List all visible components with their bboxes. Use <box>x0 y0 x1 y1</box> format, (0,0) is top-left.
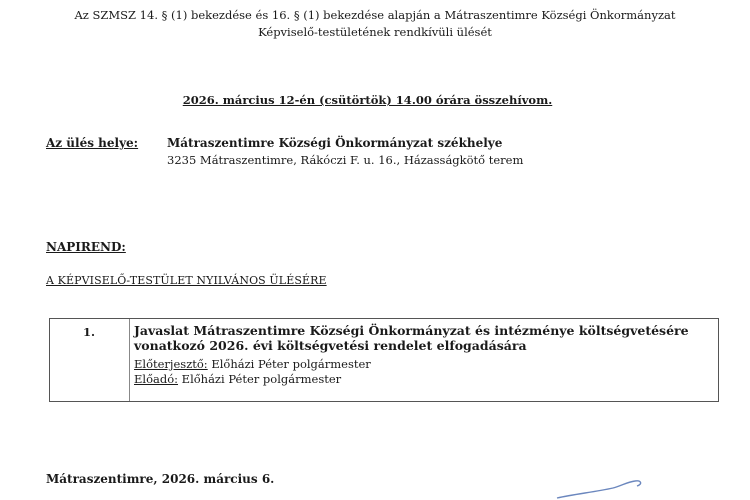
intro-line-2: Képviselő-testületének rendkívüli ülését <box>258 25 492 39</box>
agenda-item-number: 1. <box>83 325 96 339</box>
agenda-item-title: Javaslat Mátraszentimre Községi Önkormányzat és intézménye költségvetésére vonatkozó 2026. évi költségvetési rendelet elfogadására <box>134 323 689 353</box>
place-and-date: Mátraszentimre, 2026. március 6. <box>46 472 275 486</box>
intro-line-1: Az SZMSZ 14. § (1) bekezdése és 16. § (1) bekezdése alapján a Mátraszentimre Községi Önkormányzat <box>74 8 676 22</box>
presenter-name: Előházi Péter polgármester <box>181 372 342 386</box>
venue-label: Az ülés helye: <box>46 136 139 150</box>
agenda-item-presenter <box>134 372 341 386</box>
convene-statement: 2026. március 12-én (csütörtök) 14.00 órára összehívom. <box>182 93 553 107</box>
public-session-heading: A KÉPVISELŐ-TESTÜLET NYILVÁNOS ÜLÉSÉRE <box>46 274 327 287</box>
signature-ink-mark <box>555 478 645 500</box>
venue-address: 3235 Mátraszentimre, Rákóczi F. u. 16., Házasságkötő terem <box>167 153 524 167</box>
agenda-heading: NAPIREND: <box>46 240 126 254</box>
agenda-column-divider <box>129 319 130 401</box>
agenda-table <box>49 318 719 402</box>
presenter-label: Előadó: <box>134 372 179 386</box>
submitter-label: Előterjesztő: <box>134 357 208 371</box>
agenda-item-submitter <box>134 357 371 371</box>
submitter-name: Előházi Péter polgármester <box>211 357 371 371</box>
venue-name: Mátraszentimre Községi Önkormányzat székhelye <box>167 136 503 150</box>
